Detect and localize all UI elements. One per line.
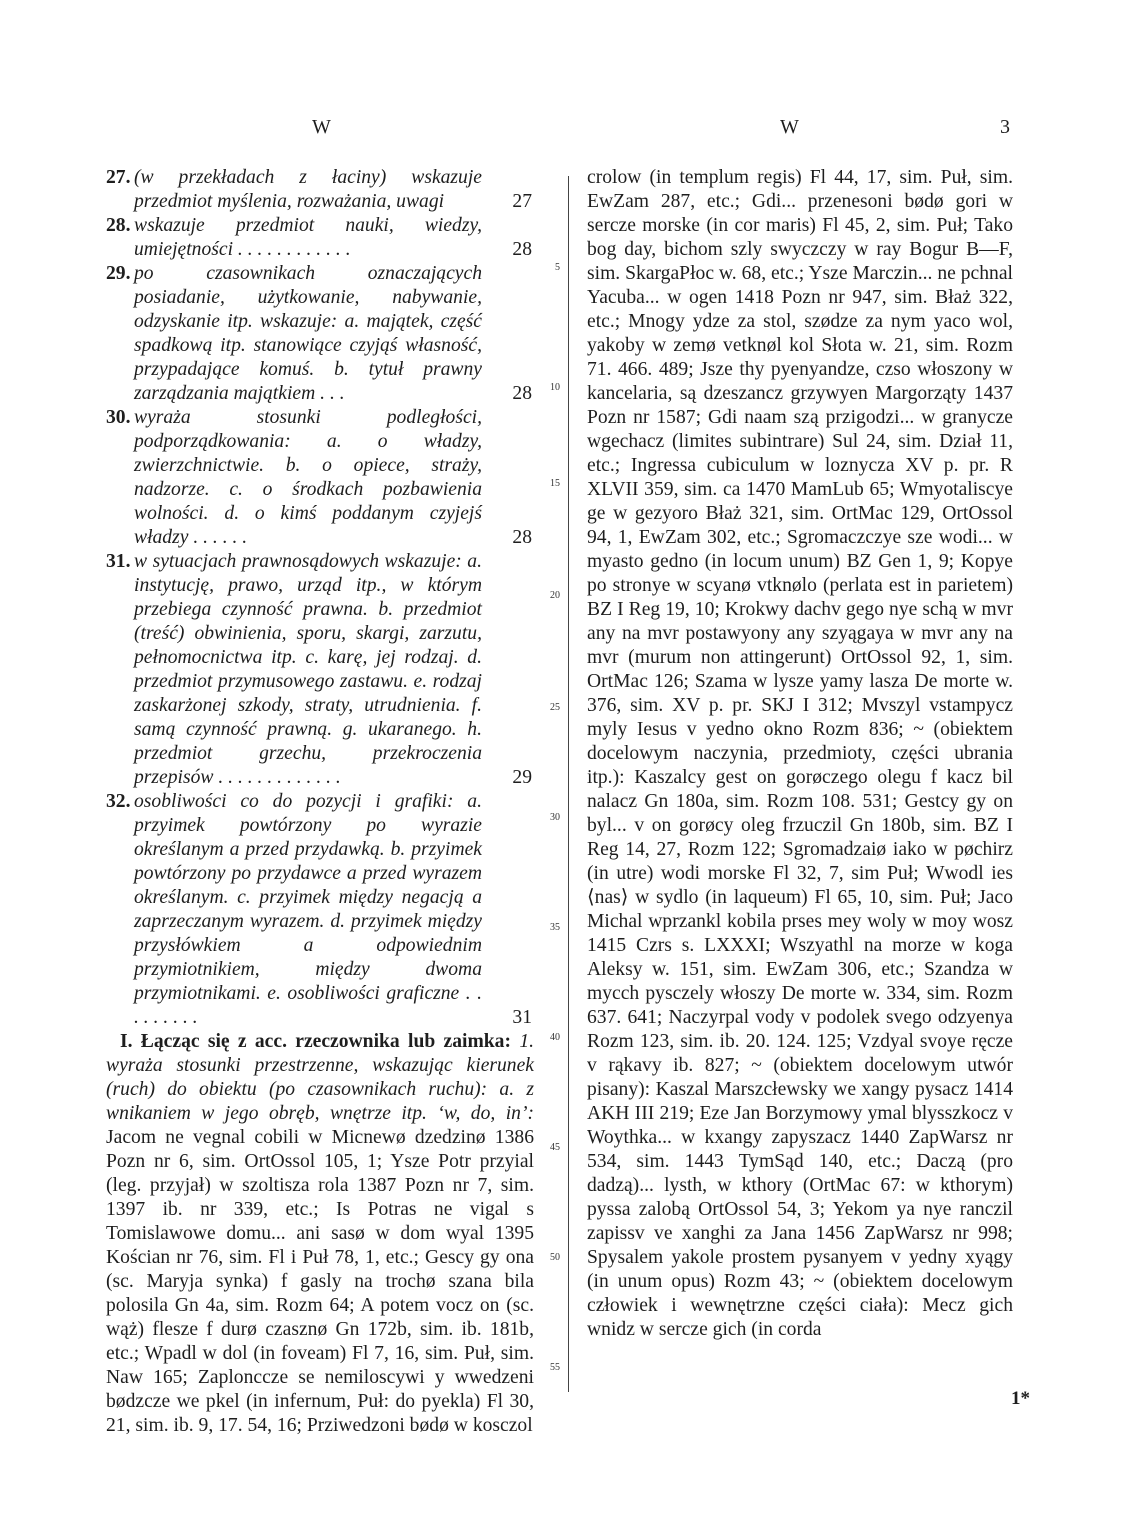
running-header-center: W — [780, 116, 799, 138]
sense-index-list — [106, 166, 534, 1030]
right-column — [587, 166, 1013, 1342]
sense-entry — [106, 790, 534, 1030]
signature-mark: 1* — [1011, 1388, 1030, 1409]
sense-entry — [106, 406, 534, 550]
right-column-text: crolow (in templum regis) Fl 44, 17, sim. Puł, sim. EwZam 287, etc.; Gdi... przenesoni bødø gori w sercze morske (in cor maris) Fl 45, 2, sim. Puł; Tako bog day, bichom szly swyczczy w ray Bogur B—F, sim. SkargaPłoc w. 68, etc.; Ysze Marczin... ne pchnal Yacuba... w ogen 1418 Pozn nr 947, sim. Błaż 322, etc.; Mnogy ydze za stol, szødze za nym yaco wol, yakoby w zemø vetknøl kol Słota w. 21, sim. Rozm 71. 466. 489; Jsze thy pyenyandze, czso włoszony w kancelaria, są dzeszancz grzywyen Margorząty 1437 Pozn nr 1587; Gdi naam szą przigodzi... w granycze wgechacz (limites subintrare) Sul 24, sim. Dział 11, etc.; Ingressa cubiculum w loznycza XV p. pr. R XLVII 359, sim. ca 1470 MamLub 65; Wmyotaliscye ge w gezyoro Błaż 321, sim. OrtMac 129, OrtOssol 94, 1, EwZam 302, etc.; Sgromaczczye sze wodi... w myasto gedno (in locum unum) BZ Gen 1, 9; Kopye po stronye w scyanø vtknølo (perlata est in parietem) BZ I Reg 19, 10; Krokwy dachv gego nye schą w mvr any na mvr postawyony any szyągaya w mvr any na mvr (murum non attingerunt) OrtOssol 92, 1, sim. OrtMac 126; Szama w lysze yamy lasza De morte w. 376, sim. XV p. pr. SKJ I 312; Mvszyl vstampycz myly Iesus v yedno okno Rozm 836; ~ (obiektem docelowym naczynia, przedmioty, części ubrania itp.): Kaszalcy gest on gorøczego olegu f kacz bil nalacz Gn 180a, sim. Rozm 108. 531; Gestcy gy on byl... v on gorøcy oleg frzuczil Gn 180b, sim. BZ I Reg 14, 27, Rozm 122; Sgromadzaiø iako w pøchirz (in utre) wodi morske Fl 32, 7, sim Puł; Wwodl ies ⟨nas⟩ w sydlo (in laqueum) Fl 65, 10, sim. Puł; Jaco Michal wprzankl kobila prses mey woly w moy wosz 1415 Czrs s. LXXXI; Wszyathl na morze w koga Aleksy w. 151, sim. EwZam 306, etc.; Szandza w mycch pysczely włoszy De morte w. 334, sim. Rozm 637. 641; Naczyrpal vody v podolek svego odzyenya Rozm 123, sim. ib. 20. 124. 125; Vzdyal svoye ręcze v rąkavy ib. 827; ~ (obiektem docelowym utwór pisany): Kaszal Marszcłewsky we xangy pysacz 1414 AKH III 219; Eze Jan Borzymowy ymal blysszkocz v Woythka... w kxangy zapyszacz 1440 ZapWarsz nr 534, sim. 1443 TymSąd 140, etc.; Daczą (pro dadzą)... lysth, w kthory (OrtMac 67: w kthorym) pyssa zalobą OrtOssol 54, 3; Yekom ya nye ranczil zapissv ve xanghi za Jana 1456 ZapWarsz nr 998; Spysalem yakole prostem pysanyem v yedny xyągy (in unum opus) Rozm 43; ~ (obiektem docelowym człowiek i wewnętrzne części ciała): Mecz gich wnidz w sercze gich (in corda — [587, 167, 1013, 1340]
sense-entry — [106, 550, 534, 790]
sense-number: 28. — [106, 215, 131, 236]
sense-description: osobliwości co do pozycji i grafiki: a. przyimek powtórzony po wyrazie określanym a przed przydawką. b. przyimek powtórzony po przydawce a przed wyrazem określanym. c. przyimek między negacją a zaprzeczanym wyrazem. d. przyimek między przysłówkiem a odpowiednim przymiotnikiem, między dwoma przymiotnikami. e. osobliwości graficzne . . . . . . . . . — [134, 791, 482, 1028]
sense-number: 30. — [106, 407, 131, 428]
sense-page-ref: 28 — [512, 383, 532, 404]
sense-page-ref: 29 — [512, 767, 532, 788]
sense-description: (w przekładach z łaciny) wskazuje przedmiot myślenia, rozważania, uwagi — [134, 167, 482, 212]
sense-page-ref: 27 — [512, 191, 532, 212]
running-header-left: W — [312, 116, 331, 138]
sense-number: 27. — [106, 167, 131, 188]
sense-number: 31. — [106, 551, 131, 572]
line-number: 10 — [550, 382, 560, 393]
sense-description: wyraża stosunki podległości, podporządkowania: a. o władzy, zwierzchnictwie. b. o opiece, straży, nadzorze. c. o środkach pozbawienia wolności. d. o kimś poddanym czyjejś władzy . . . . . . — [134, 407, 482, 548]
sense-number: 32. — [106, 791, 131, 812]
sense-page-ref: 28 — [512, 239, 532, 260]
sense-page-ref: 31 — [512, 1007, 532, 1028]
section-one-body: Jacom ne vegnal cobili w Micnewø dzedzinø 1386 Pozn nr 6, sim. OrtOssol 105, 1; Ysze Potr przyial (leg. przyjał) w szoltisza rola 1387 Pozn nr 7, sim. 1397 ib. nr 339, etc.; Is Potras ne vigal s Tomislawowe domu... ani sasø w dom wyal 1395 Kościan nr 76, sim. Fl i Puł 78, 1, etc.; Gescy gy ona (sc. Maryja synka) f gasly na trochø szana bila polosila Gn 4a, sim. Rozm 64; A potem vocz on (sc. wąż) flesze f durø czasznø Gn 172b, sim. ib. 181b, etc.; Wpadl w dol (in foveam) Fl 7, 16, sim. Puł, sim. Naw 165; Zaplonccze se nemiloscywi y wwedzeni bødzcze we pkel (in infernum, Puł: do pyekla) Fl 30, 21, sim. ib. 9, 17. 54, 16; Prziwedzoni bødø w kosczol — [106, 1127, 534, 1436]
page-number: 3 — [1000, 116, 1010, 138]
line-number: 40 — [550, 1032, 560, 1043]
line-number: 55 — [550, 1362, 560, 1373]
sense-entry — [106, 166, 534, 214]
sense-entry — [106, 214, 534, 262]
sense-entry — [106, 262, 534, 406]
left-column — [106, 166, 534, 1438]
line-number: 15 — [550, 478, 560, 489]
section-one-sub: 1. wyraża stosunki przestrzenne, wskazując kierunek (ruch) do obiektu (po czasownikach ruchu): a. z wnikaniem w jego obręb, wnętrze itp. ‘w, do, in’: — [106, 1031, 535, 1124]
line-number: 35 — [550, 922, 560, 933]
column-divider — [568, 176, 569, 1392]
line-number: 20 — [550, 590, 560, 601]
line-number: 5 — [555, 262, 560, 273]
sense-description: wskazuje przedmiot nauki, wiedzy, umiejętności . . . . . . . . . . . . — [134, 215, 482, 260]
section-one — [106, 1030, 534, 1438]
sense-number: 29. — [106, 263, 131, 284]
line-number: 50 — [550, 1252, 560, 1263]
sense-description: w sytuacjach prawnosądowych wskazuje: a. instytucję, prawo, urząd itp., w którym przebiega czynność prawna. b. przedmiot (treść) obwinienia, sporu, skargi, zarzutu, pełnomocnictwa itp. c. karę, jej rodzaj. d. przedmiot przymusowego zastawu. e. rodzaj zaskarżonej szkody, straty, utrudnienia. f. samą czynność prawną. g. ukaranego. h. przedmiot grzechu, przekroczenia przepisów . . . . . . . . . . . . . — [134, 551, 482, 788]
sense-description: po czasownikach oznaczających posiadanie, użytkowanie, nabywanie, odzyskanie itp. wskazuje: a. majątek, część spadkową itp. stanowiące czyjąś własność, przypadające komuś. b. tytuł prawny zarządzania majątkiem . . . — [134, 263, 482, 404]
line-number: 25 — [550, 702, 560, 713]
sense-page-ref: 28 — [512, 527, 532, 548]
section-one-head: I. Łącząc się z acc. rzeczownika lub zaimka: — [120, 1031, 512, 1052]
line-number: 30 — [550, 812, 560, 823]
line-number: 45 — [550, 1142, 560, 1153]
